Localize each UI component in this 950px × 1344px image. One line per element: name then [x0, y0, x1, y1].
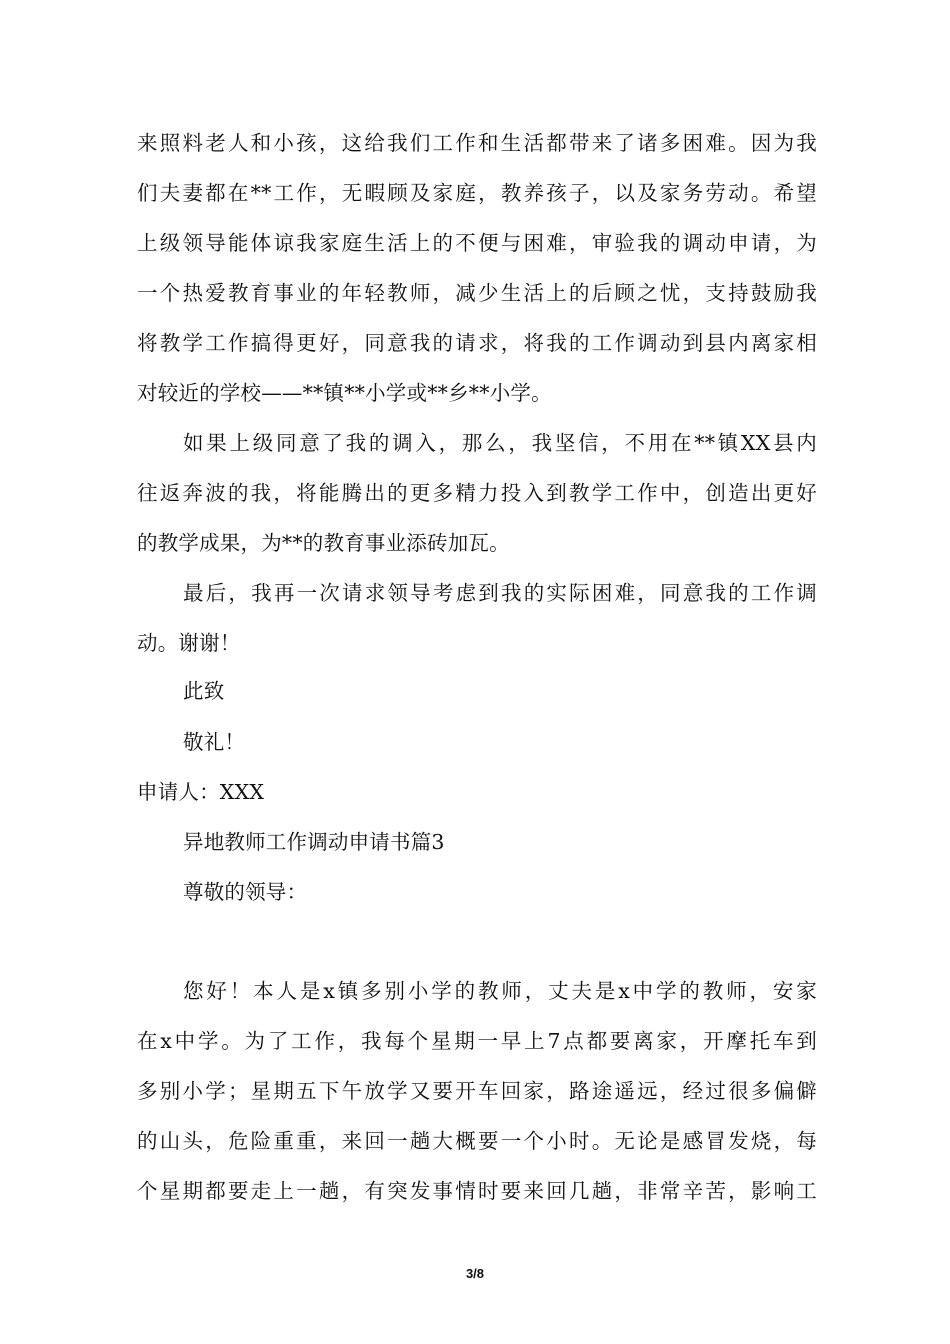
body-line-15: 的山头，危险重重，来回一趟大概要一个小时。无论是感冒发烧，每	[137, 1129, 817, 1153]
body-line-6: 对较近的学校——**镇**小学或**乡**小学。	[137, 381, 552, 405]
body-line-2: 们夫妻都在**工作，无暇顾及家庭，教养孩子，以及家务劳动。希望	[137, 181, 817, 205]
body-line-12: 您好！本人是x镇多别小学的教师，丈夫是x中学的教师，安家	[183, 979, 817, 1003]
section-heading: 异地教师工作调动申请书篇3	[183, 830, 445, 854]
closing-regards: 敬礼！	[183, 730, 246, 754]
body-line-16: 个星期都要走上一趟，有突发事情时要来回几趟，非常辛苦，影响工	[137, 1179, 817, 1203]
body-line-5: 将教学工作搞得更好，同意我的请求，将我的工作调动到县内离家相	[137, 331, 817, 355]
body-line-4: 一个热爱教育事业的年轻教师，减少生活上的后顾之忧，支持鼓励我	[137, 281, 817, 305]
body-line-10: 最后，我再一次请求领导考虑到我的实际困难，同意我的工作调	[183, 581, 817, 605]
body-line-3: 上级领导能体谅我家庭生活上的不便与困难，审验我的调动申请，为	[137, 231, 817, 255]
body-line-11: 动。谢谢！	[137, 631, 241, 655]
body-line-7: 如果上级同意了我的调入，那么，我坚信，不用在**镇XX县内	[183, 431, 817, 455]
body-line-1: 来照料老人和小孩，这给我们工作和生活都带来了诸多困难。因为我	[137, 131, 817, 155]
body-line-9: 的教学成果，为**的教育事业添砖加瓦。	[137, 531, 510, 555]
applicant-signature: 申请人：XXX	[137, 780, 265, 804]
closing-salutation: 此致	[183, 679, 225, 703]
page-number: 3/8	[465, 1266, 485, 1281]
body-line-13: 在x中学。为了工作，我每个星期一早上7点都要离家，开摩托车到	[137, 1029, 817, 1053]
body-line-14: 多别小学；星期五下午放学又要开车回家，路途遥远，经过很多偏僻	[137, 1079, 817, 1103]
letter-salutation: 尊敬的领导：	[183, 880, 308, 904]
body-line-8: 往返奔波的我，将能腾出的更多精力投入到教学工作中，创造出更好	[137, 481, 817, 505]
